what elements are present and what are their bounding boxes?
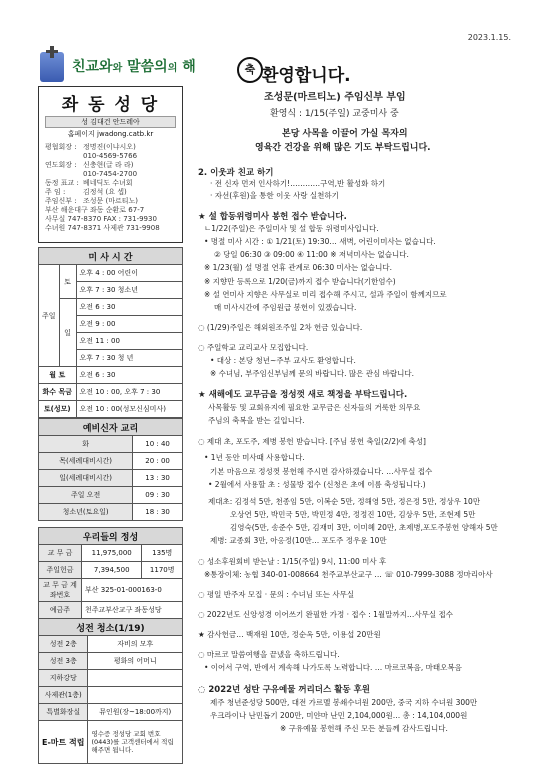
contact-key: 수녀원 747-8371 사제관 731-9908 — [45, 224, 160, 232]
notice-line: 우크라이나 난민돕기 200만, 미얀마 난민 2,104,000원… 총 : 14,104,000원 — [210, 711, 468, 720]
welcome-emblem-icon: 축 — [237, 57, 263, 83]
cleaning-area: 사제관(1층) — [39, 687, 88, 704]
welcome-ceremony: 환영식 : 1/15(주일) 교중미사 중 — [270, 109, 399, 119]
notice-line: 오상연 5만, 박민국 5만, 박민정 4만, 정정진 10만, 김상우 5만, 조현제 5만 — [230, 510, 476, 519]
notice-line: 김영숙(5만, 송준수 5만, 김재미 3만, 이미혜 20만, 초제병,포도주봉헌 양해자 5만 — [230, 523, 498, 532]
contact-key: 주 임 : — [45, 188, 66, 196]
catechumen-table — [38, 418, 183, 521]
mass-day-sun: 일 — [59, 299, 76, 367]
account-holder: 천주교부산교구 좌동성당 — [82, 602, 183, 619]
catechumen-time: 13 : 30 — [133, 470, 183, 487]
catechumen-time: 18 : 30 — [133, 504, 183, 521]
contact-value: 베네딕도 수녀회 — [83, 179, 133, 187]
welcome-title: 환영합니다. — [262, 66, 351, 86]
church-homepage — [39, 129, 182, 139]
account-number: 부산 325-01-000163-0 — [82, 579, 183, 602]
mass-time: 오후 7 : 30 청소년 — [76, 282, 182, 299]
contact-value: 010-4569-5766 — [83, 152, 138, 160]
catechumen-time: 10 : 40 — [133, 436, 183, 453]
cleaning-area: 성전 2층 — [39, 636, 88, 653]
church-name: 좌 동 성 당 — [61, 95, 160, 115]
contact-line — [39, 188, 182, 197]
mass-time: 오전 11 : 00 — [76, 333, 182, 350]
weekday-mass-time: 오전 10 : 00, 오후 7 : 30 — [76, 384, 182, 401]
weekday-mass-day: 화수 목금 — [39, 384, 77, 401]
contact-key: 연도회장 : — [45, 161, 77, 169]
offering-table — [38, 527, 183, 619]
notice-line: ◌ 제대 초, 포도주, 제병 봉헌 받습니다. [주님 봉헌 축일(2/2)에 축성] — [198, 437, 426, 446]
notice-line: ◌ 평일 반주자 모집 · 문의 : 수녀님 또는 사무실 — [198, 590, 355, 599]
notice-line: 주님의 축복을 받는 길입니다. — [208, 416, 305, 425]
contact-key: 사무실 747-8370 FAX : 731-9930 — [45, 215, 157, 223]
notice-line: 제병: 교종회 3만, 아옹정(10만… 포도주 정우윤 10만 — [210, 536, 387, 545]
mass-time: 오전 6 : 30 — [76, 299, 182, 316]
catechumen-day: 화 — [39, 436, 133, 453]
contact-value: 정명진(이냐시오) — [83, 143, 136, 151]
offering-title: 우리들의 정성 — [39, 528, 183, 545]
contact-line — [39, 170, 182, 179]
notice-line: ◌ (1/29)주일은 해외원조주일 2차 헌금 있습니다. — [198, 323, 363, 332]
notice-line: • 명절 미사 시간 : ① 1/21(토) 19:30… 새벽, 어린이미사는 없습니다. — [204, 237, 436, 246]
notice-line: ◌ 주일학교 교리교사 모집합니다. — [198, 343, 309, 352]
contact-line — [39, 206, 182, 215]
notice-line: ◌ 성소후원회비 받는날 : 1/15(주일) 9시, 11:00 미사 후 — [198, 557, 387, 566]
notice-line: 제주 청년준성당 500만, 대전 가르멜 봉쇄수녀원 200만, 중국 지하 수녀원 300만 — [210, 698, 478, 707]
notice-line: • 2월에서 사용할 초 : 성물방 접수 (신청은 초에 이름 축성됩니다.) — [208, 480, 426, 489]
notice-line: ② 당일 06:30 ③ 09:00 ④ 11:00 ※ 저녁미사는 없습니다. — [214, 250, 409, 259]
offering-count: 135명 — [142, 545, 183, 562]
contact-line — [39, 215, 182, 224]
notice-line: • 대상 : 본당 청년~주부 교사도 환영합니다. — [210, 356, 356, 365]
catechumen-time: 20 : 00 — [133, 453, 183, 470]
notice-line: • 이어서 구역, 반에서 계속해 나가도록 노력합니다. … 마르코복음, 마태오복음 — [204, 663, 462, 672]
theme-word-2: 말씀의 — [127, 59, 168, 75]
notice-line: ※통장이체: 농협 340-01-008664 천주교부산교구 … ☏ 010-7999-3088 정마리아사 — [204, 570, 493, 579]
welcome-message-2: 영육간 건강을 위해 많은 기도 부탁드립니다. — [255, 143, 431, 153]
cleaning-area: 성전 3층 — [39, 653, 88, 670]
contact-value: 신충현(글 라 라) — [83, 161, 134, 169]
contact-value: 김정석 (요 셉) — [83, 188, 127, 196]
offering-count: 1170명 — [142, 562, 183, 579]
church-contact-list — [39, 143, 182, 233]
contact-key: 주임신부 : — [45, 197, 77, 205]
contact-line — [39, 143, 182, 152]
contact-key: 평협회장 : — [45, 143, 77, 151]
notice-line: · 전 신자 먼저 인사하기!…………구역,반 활성화 하기 — [210, 179, 386, 188]
cleaning-group — [88, 670, 183, 687]
catechumen-day: 주일 오전 — [39, 487, 133, 504]
offering-label: 주일헌금 — [39, 562, 82, 579]
mass-time: 오후 7 : 30 청 년 — [76, 350, 182, 367]
welcome-subtitle: 조성문(마르티노) 주임신부 부임 — [264, 92, 406, 103]
year-theme-title: 친교와와 말씀의의 해 — [72, 59, 196, 75]
cleaning-group: 평화의 어머니 — [88, 653, 183, 670]
notice-line: 제대초: 김정석 5만, 천종임 5만, 이복순 5만, 정해영 5만, 정은정 5만, 정상우 10만 — [208, 497, 481, 506]
homepage-url[interactable]: jwadong.catb.kr — [97, 130, 154, 138]
contact-value: 조성문 (마르티노) — [83, 197, 139, 205]
notice-line: ★ 감사헌금… 백재원 10만, 정순옥 5만, 이용섭 20만원 — [198, 630, 381, 639]
catechumen-time: 09 : 30 — [133, 487, 183, 504]
year-theme-banner — [40, 50, 196, 86]
cleaning-group: 자비의 모후 — [88, 636, 183, 653]
cleaning-title: 성전 청소(1/19) — [39, 619, 183, 636]
contact-key: 동정 표교 : — [45, 179, 79, 187]
theme-word-3: 해 — [182, 59, 196, 75]
notice-line: ㄴ1/22(주일)은 주일미사 및 설 합동 위령미사입니다. — [204, 224, 379, 233]
offering-amount: 11,975,000 — [82, 545, 142, 562]
mass-schedule-table — [38, 247, 183, 418]
cleaning-group: 뮤인원(장~18:00까지) — [88, 704, 183, 721]
notice-line: 2. 이웃과 친교 하기 — [198, 168, 274, 178]
emart-label: E-마트 적립 — [39, 721, 88, 764]
catechumen-day: 일(세례대비시간) — [39, 470, 133, 487]
mass-time: 오후 4 : 00 어린이 — [76, 265, 182, 282]
cleaning-group — [88, 687, 183, 704]
notice-line: ※ 설 연미사 지향은 사무실로 미리 접수해 주시고, 설과 주일이 함께지므로 — [204, 290, 447, 299]
contact-key: 부산 해운대구 좌동 순환로 67-7 — [45, 206, 145, 214]
notice-line: 기본 마음으로 정성껏 봉헌해 주시면 감사하겠습니다. …사무실 접수 — [210, 467, 433, 476]
weekday-mass-day: 월 토 — [39, 367, 77, 384]
notice-line: ◌ 2022년 성탄 구유예물 꺼리더스 활동 후원 — [198, 685, 370, 695]
offering-label: 교 무 금 계좌번호 — [39, 579, 82, 602]
cleaning-table — [38, 618, 183, 764]
offering-label: 교 무 금 — [39, 545, 82, 562]
notice-line: ◌ 마르코 말씀여행을 끝냈을 축하드립니다. — [198, 650, 340, 659]
church-patron: 성 김대건 안드레아 — [45, 116, 176, 128]
contact-value: 010-7454-2700 — [83, 170, 138, 178]
emart-text: 영수증 정성당 교회 번호(0443)를 고객센터에서 적립해주면 됩니다. — [88, 721, 183, 764]
mass-day-sat: 토 — [59, 265, 76, 299]
bulletin-date: 2023.1.15. — [467, 33, 511, 42]
theme-word-1: 친교와 — [72, 59, 113, 75]
notice-line: ★ 설 합동위령미사 봉헌 접수 받습니다. — [198, 212, 347, 222]
cleaning-area: 특별화장실 — [39, 704, 88, 721]
cleaning-area: 지하강당 — [39, 670, 88, 687]
welcome-message-1: 본당 사목을 이끌어 가실 목자의 — [282, 129, 408, 139]
homepage-label: 홈페이지 — [67, 130, 95, 138]
weekday-mass-day: 토(성모) — [39, 401, 77, 418]
weekday-mass-time: 오전 6 : 30 — [76, 367, 182, 384]
church-info-box — [38, 86, 183, 243]
notice-line: ※ 지향만 등록으로 1/20(금)까지 접수 받습니다(기한엄수) — [204, 277, 396, 286]
contact-line — [39, 179, 182, 188]
mass-schedule-title: 미 사 시 간 — [39, 248, 183, 265]
notice-line: 매 미사시간에 주임원급 봉헌이 있겠습니다. — [214, 303, 357, 312]
notice-line: ※ 1/23(월) 설 명절 연휴 관계로 06:30 미사는 없습니다. — [204, 263, 392, 272]
contact-line — [39, 224, 182, 233]
notice-line: ★ 새해에도 교무금을 정성껏 새로 책정을 부탁드립니다. — [198, 390, 408, 400]
offering-amount: 7,394,500 — [82, 562, 142, 579]
notice-line: ※ 구유예물 봉헌해 주신 모든 분들께 감사드립니다. — [280, 724, 448, 733]
weekday-mass-time: 오전 10 : 00(성모신심미사) — [76, 401, 182, 418]
offering-label: 예금주 — [39, 602, 82, 619]
contact-line — [39, 161, 182, 170]
catechumen-day: 청소년(토요일) — [39, 504, 133, 521]
notice-line: ◌ 2022년도 신앙성경 이어쓰기 완필한 가정 · 접수 : 1월말까지…사무실 접수 — [198, 610, 454, 619]
sunday-group-label: 주일 — [39, 265, 60, 367]
mass-time: 오전 9 : 00 — [76, 316, 182, 333]
church-icon — [40, 52, 64, 82]
contact-line — [39, 152, 182, 161]
notice-line: • 1년 동안 미사때 사용합니다. — [204, 453, 305, 462]
notice-line: ※ 수녀님, 부주임신부님께 문의 바랍니다. 많은 관심 바랍니다. — [210, 369, 415, 378]
catechumen-title: 예비신자 교리 — [39, 419, 183, 436]
notice-line: 사목활동 및 교회유지에 필요한 교무금은 신자들의 거룩한 의무요 — [208, 403, 421, 412]
contact-line — [39, 197, 182, 206]
notice-line: · 자선(후원)을 통한 이웃 사랑 실천하기 — [210, 191, 339, 200]
catechumen-day: 목(세례대비시간) — [39, 453, 133, 470]
